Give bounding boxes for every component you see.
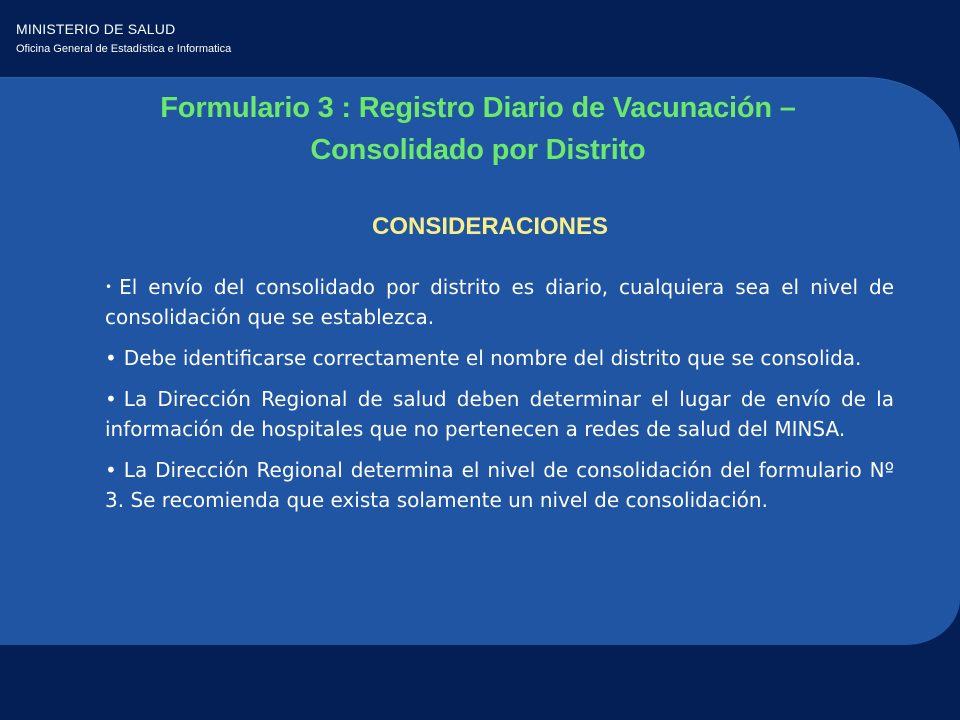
section-subtitle: CONSIDERACIONES [371,213,609,240]
bullet-1: • [105,280,113,294]
consideration-item-1 [105,272,894,332]
bullet-4: • [105,458,117,482]
office-name: Oficina General de Estadística e Informatica [16,43,232,55]
ministry-name: MINISTERIO DE SALUD [16,21,176,37]
considerations-list [105,272,894,526]
consideration-text-4: La Dirección Regional determina el nivel de consolidación del formulario Nº 3. Se recomienda que exista solamente un nivel de consolidación. [105,458,894,512]
consideration-text-1: El envío del consolidado por distrito es diario, cualquiera sea el nivel de consolidación que se establezca. [105,275,894,329]
consideration-text-3: La Dirección Regional de salud deben determinar el lugar de envío de la información de hospitales que no pertenecen a redes de salud del MINSA. [105,387,894,441]
consideration-item-4 [105,455,894,515]
bullet-2: • [105,346,117,370]
slide-title-line-1: Formulario 3 : Registro Diario de Vacunación – [160,92,796,124]
consideration-text-2: Debe identificarse correctamente el nombre del distrito que se consolida. [123,346,862,370]
consideration-item-2 [105,343,894,373]
bullet-3: • [105,387,117,411]
consideration-item-3 [105,384,894,444]
slide-title [118,87,838,171]
slide-header [0,0,960,80]
slide-title-line-2: Consolidado por Distrito [310,134,646,166]
